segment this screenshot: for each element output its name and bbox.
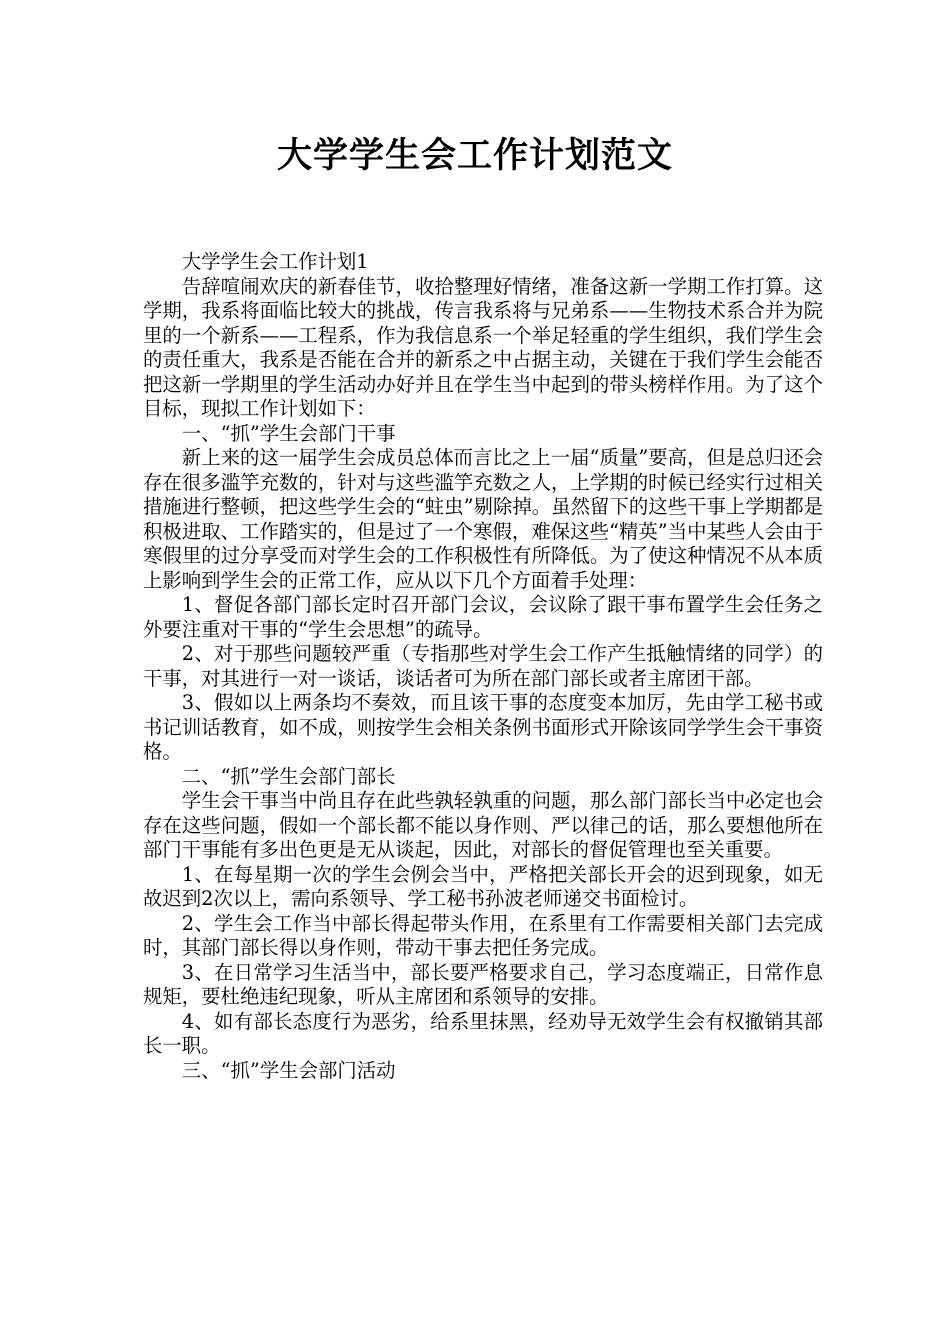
- section-heading: 三、“抓”学生会部门活动: [181, 1058, 396, 1082]
- list-item: 1、在每星期一次的学生会例会当中，严格把关部长开会的迟到现象，如无故迟到2次以上，需向系领导、学工秘书孙波老师递交书面检讨。: [143, 862, 823, 910]
- paragraph: 新上来的这一届学生会成员总体而言比之上一届“质量”要高，但是总归还会存在很多滥竽充数的，针对与这些滥竽充数之人，上学期的时候已经实行过相关措施进行整顿，把这些学生会的“蛀虫”剔除掉。虽然留下的这些干事上学期都是积极进取、工作踏实的，但是过了一个寒假，难保这些“精英”当中某些人会由于寒假里的过分享受而对学生会的工作积极性有所降低。为了使这种情况不从本质上影响到学生会的正常工作，应从以下几个方面着手处理：: [143, 446, 823, 592]
- list-item: 4、如有部长态度行为恶劣，给系里抹黑，经劝导无效学生会有权撤销其部长一职。: [143, 1009, 823, 1057]
- section-heading: 一、“抓”学生会部门干事: [181, 421, 396, 445]
- list-item: 2、学生会工作当中部长得起带头作用，在系里有工作需要相关部门去完成时，其部门部长得以身作则，带动干事去把任务完成。: [143, 911, 823, 959]
- paragraph: 大学学生会工作计划1: [181, 250, 369, 273]
- paragraph: 学生会干事当中尚且存在此些孰轻孰重的问题，那么部门部长当中必定也会存在这些问题，假如一个部长都不能以身作则、严以律己的话，那么要想他所在部门干事能有多出色更是无从谈起，因此，对部长的督促管理也至关重要。: [143, 789, 823, 861]
- list-item: 3、假如以上两条均不奏效，而且该干事的态度变本加厉，先由学工秘书或书记训话教育，如不成，则按学生会相关条例书面形式开除该同学学生会干事资格。: [143, 691, 823, 763]
- document-body: [143, 250, 823, 1083]
- list-item: 3、在日常学习生活当中，部长要严格要求自己，学习态度端正，日常作息规矩，要杜绝违纪现象，听从主席团和系领导的安排。: [143, 960, 823, 1008]
- section-heading: 二、“抓”学生会部门部长: [181, 764, 396, 788]
- document-title: 大学学生会工作计划范文: [276, 136, 673, 176]
- paragraph: 告辞喧闹欢庆的新春佳节，收拾整理好情绪，准备这新一学期工作打算。这学期，我系将面临比较大的挑战，传言我系将与兄弟系——生物技术系合并为院里的一个新系——工程系，作为我信息系一个举足轻重的学生组织，我们学生会的责任重大，我系是否能在合并的新系之中占据主动，关键在于我们学生会能否把这新一学期里的学生活动办好并且在学生当中起到的带头榜样作用。为了这个目标，现拟工作计划如下：: [143, 274, 823, 420]
- list-item: 1、督促各部门部长定时召开部门会议，会议除了跟干事布置学生会任务之外要注重对干事的“学生会思想”的疏导。: [143, 593, 823, 641]
- list-item: 2、对于那些问题较严重（专指那些对学生会工作产生抵触情绪的同学）的干事，对其进行一对一谈话，谈话者可为所在部门部长或者主席团干部。: [143, 642, 823, 690]
